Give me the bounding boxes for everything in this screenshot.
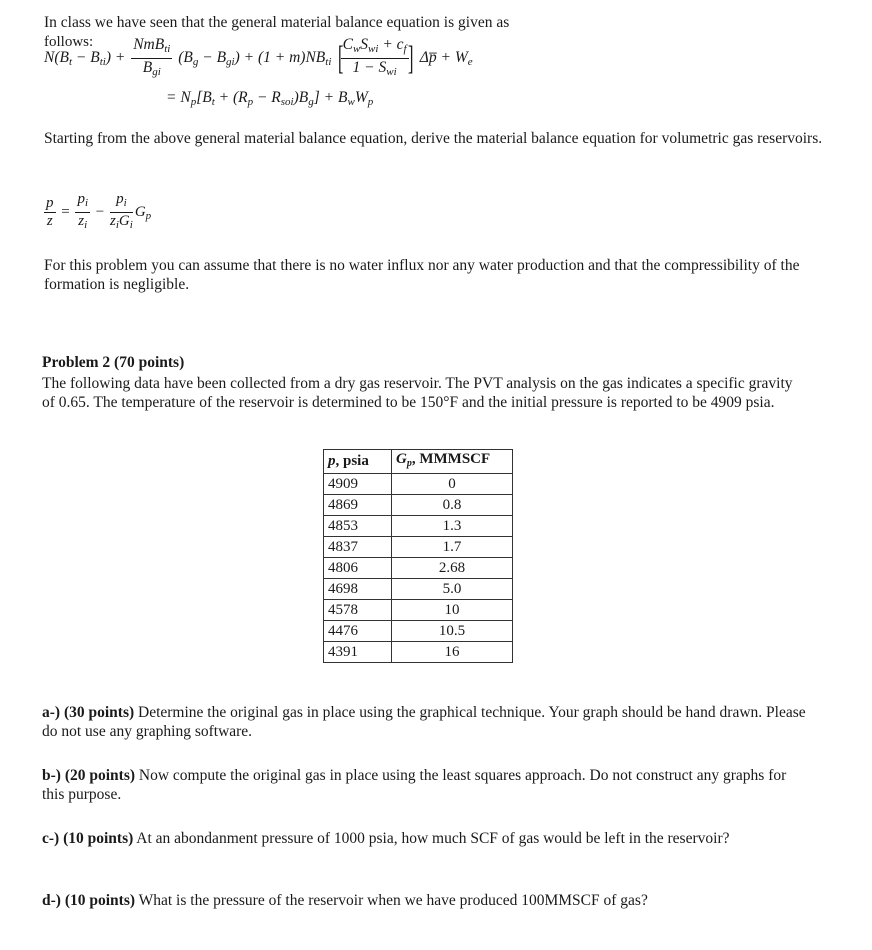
pz-equation: $\frac{p}{z}$ = $\frac{p_i}{z_i}$ − $\frac{p_i}{z_iG_i}$ $G_p$ xyxy=(42,191,151,234)
mbe-line-1 xyxy=(44,36,473,81)
gp-cell: 1.3 xyxy=(392,516,513,537)
header-gp: $G_p$, MMMSCF xyxy=(392,450,513,474)
gp-cell: 0.8 xyxy=(392,495,513,516)
pressure-cell: 4698 xyxy=(324,579,392,600)
mbe-fraction-2: $\frac{C_wS_{wi} + c_f}{1 - S_{wi}}$ xyxy=(342,36,407,78)
gp-cell: 10 xyxy=(392,600,513,621)
problem-2-title: Problem 2 (70 points) xyxy=(42,354,185,371)
follows-label: follows: xyxy=(44,34,94,50)
gp-cell: 16 xyxy=(392,642,513,663)
table-row xyxy=(324,579,513,600)
question-c: c-) (10 points) At an abondanment pressure of 1000 psia, how much SCF of gas would be left in the reservoir? xyxy=(42,830,730,847)
pressure-cell: 4837 xyxy=(324,537,392,558)
header-pressure: p, psia xyxy=(324,450,392,474)
derive-instruction: Starting from the above general material balance equation, derive the material balance equation for volumetric gas reservoirs. xyxy=(44,130,823,147)
pressure-cell: 4853 xyxy=(324,516,392,537)
table-header-row xyxy=(324,450,513,474)
gp-cell: 2.68 xyxy=(392,558,513,579)
intro-text: In class we have seen that the general material balance equation is given as xyxy=(44,14,510,31)
table-row xyxy=(324,600,513,621)
mbe-term-a: $N(B_t - B_{ti})$ + xyxy=(44,49,126,69)
table-row xyxy=(324,495,513,516)
pressure-production-table xyxy=(323,449,513,663)
pz-lhs: $\frac{p}{z}$ xyxy=(46,195,54,229)
gp-cell: 1.7 xyxy=(392,537,513,558)
mbe-line-2: = $N_p[B_t + (R_p - R_{soi})B_g] + B_wW_p$ xyxy=(166,89,374,108)
right-bracket: ] xyxy=(407,39,414,77)
gp-cell: 0 xyxy=(392,474,513,495)
table-row xyxy=(324,621,513,642)
table-row xyxy=(324,558,513,579)
problem-2-text: The following data have been collected from a dry gas reservoir. The PVT analysis on the gas indicates a specific gravity of 0.65. The temperature of the reservoir is determined to be 150°F and the initial pressure is reported to be 4909 psia. xyxy=(42,375,793,411)
gp-cell: 10.5 xyxy=(392,621,513,642)
question-d: d-) (10 points) What is the pressure of the reservoir when we have produced 100MMSCF of gas? xyxy=(42,892,648,909)
table-row xyxy=(324,474,513,495)
mbe-term-c: Δp̅ + $W_e$ xyxy=(419,49,473,69)
table-row xyxy=(324,642,513,663)
pz-gp: $G_p$ xyxy=(134,203,152,222)
pressure-cell: 4476 xyxy=(324,621,392,642)
pressure-cell: 4806 xyxy=(324,558,392,579)
table-row xyxy=(324,516,513,537)
pressure-cell: 4909 xyxy=(324,474,392,495)
pressure-cell: 4391 xyxy=(324,642,392,663)
mbe-fraction-1: $\frac{NmB_{ti}}{B_{gi}}$ xyxy=(133,36,171,78)
mbe-term-b: $(B_g - B_{gi}) + (1 + m)NB_{ti}$ xyxy=(178,49,332,69)
pz-term-1: $\frac{p_i}{z_i}$ xyxy=(77,191,89,231)
question-b: b-) (20 points) Now compute the original gas in place using the least squares approach. Do not construct any graphs for this purpose. xyxy=(42,767,787,803)
assumption-text: For this problem you can assume that there is no water influx nor any water production and that the compressibility of the formation is negligible. xyxy=(44,257,800,293)
table-row xyxy=(324,537,513,558)
pressure-cell: 4869 xyxy=(324,495,392,516)
pressure-cell: 4578 xyxy=(324,600,392,621)
question-a: a-) (30 points) Determine the original gas in place using the graphical technique. Your graph should be hand drawn. Please do not use any graphing software. xyxy=(42,704,806,740)
pz-term-2: $\frac{p_i}{z_iG_i}$ xyxy=(110,191,133,231)
gp-cell: 5.0 xyxy=(392,579,513,600)
left-bracket: [ xyxy=(338,39,344,77)
